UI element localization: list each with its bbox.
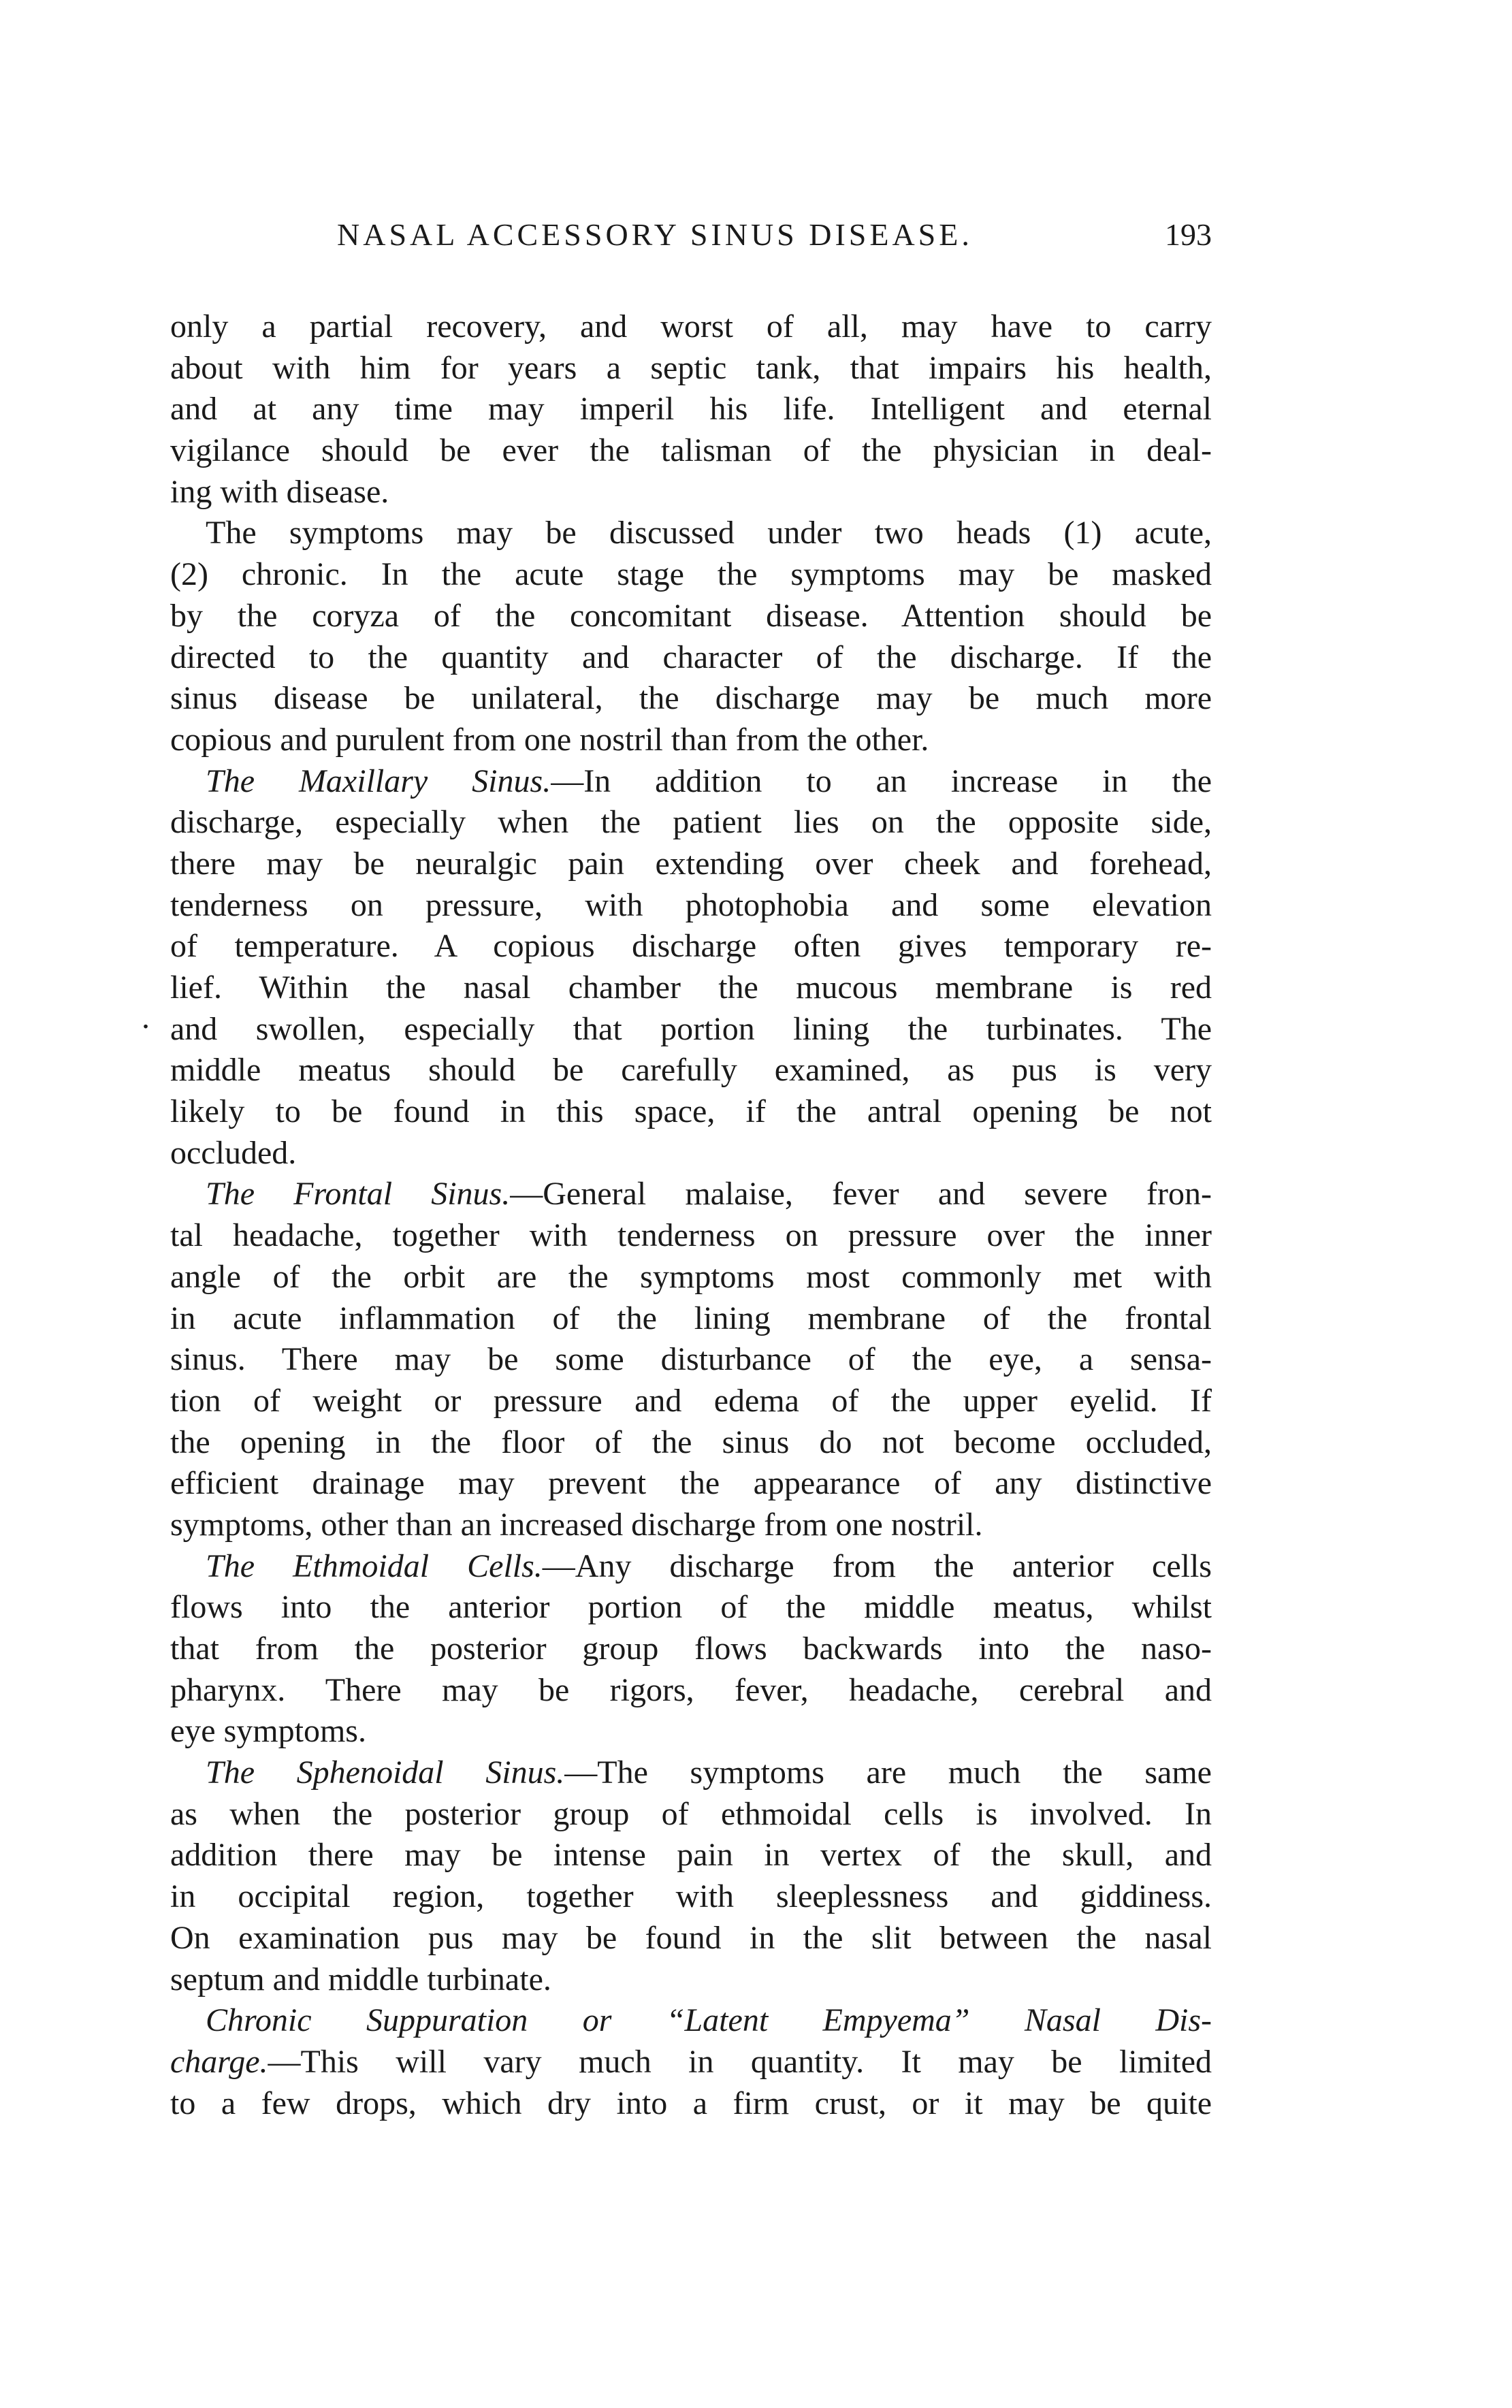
text-line: (2) chronic. In the acute stage the symptoms may be masked [170,556,1212,593]
section-heading-line: The Frontal Sinus.—General malaise, fever and severe fron- [206,1176,1212,1213]
text-line: about with him for years a septic tank, that impairs his health, [170,349,1212,386]
section-heading-line: charge.—This will vary much in quantity. It may be limited [170,2043,1212,2080]
text-line: in occipital region, together with sleeplessness and giddiness. [170,1878,1212,1915]
text-line: and at any time may imperil his life. Intelligent and eternal [170,391,1212,428]
text-line: vigilance should be ever the talisman of the physician in deal- [170,432,1212,469]
text-line: sinus disease be unilateral, the discharge may be much more [170,680,1212,717]
text-line: The symptoms may be discussed under two heads (1) acute, [206,515,1212,551]
text-line: and swollen, especially that portion lining the turbinates. The [170,1010,1212,1047]
text-line: by the coryza of the concomitant disease. Attention should be [170,597,1212,634]
text-line: septum and middle turbinate. [170,1961,551,1997]
section-heading-line: The Maxillary Sinus.—In addition to an increase in the [206,762,1212,799]
section-heading: The Sphenoidal Sinus. [206,1754,565,1791]
text-line: the opening in the floor of the sinus do not become occluded, [170,1424,1212,1460]
section-heading: The Maxillary Sinus. [206,762,551,799]
text-line: tal headache, together with tenderness on pressure over the inner [170,1217,1212,1254]
running-head [170,216,1212,271]
text-line: occluded. [170,1134,297,1171]
text-line: tion of weight or pressure and edema of the upper eyelid. If [170,1382,1212,1419]
text-line: symptoms, other than an increased discharge from one nostril. [170,1506,983,1543]
section-heading: charge. [170,2043,268,2080]
text-line: there may be neuralgic pain extending over cheek and forehead, [170,845,1212,882]
text-line: to a few drops, which dry into a firm crust, or it may be quite [170,2085,1212,2121]
body-text [170,306,1212,2124]
section-heading: Chronic Suppuration or “Latent Empyema” Nasal Dis- [206,2002,1212,2039]
section-heading: The Ethmoidal Cells. [206,1547,543,1584]
text-line: tenderness on pressure, with photophobia and some elevation [170,886,1212,923]
margin-mark: . [142,999,150,1036]
section-heading-line [170,2000,1212,2042]
text-line: directed to the quantity and character of the discharge. If the [170,639,1212,675]
page-number: 193 [1165,217,1212,252]
section-heading-line: The Sphenoidal Sinus.—The symptoms are much the same [206,1754,1212,1791]
text-line: middle meatus should be carefully examined, as pus is very [170,1052,1212,1089]
text-line: of temperature. A copious discharge often gives temporary re- [170,928,1212,965]
text-line: sinus. There may be some disturbance of the eye, a sensa- [170,1341,1212,1378]
text-line: pharynx. There may be rigors, fever, headache, cerebral and [170,1671,1212,1708]
text-line: eye symptoms. [170,1713,366,1750]
text-line: discharge, especially when the patient lies on the opposite side, [170,804,1212,841]
text-line: lief. Within the nasal chamber the mucous membrane is red [170,969,1212,1006]
section-heading-line: The Ethmoidal Cells.—Any discharge from the anterior cells [206,1547,1212,1584]
text-line: in acute inflammation of the lining membrane of the frontal [170,1300,1212,1336]
text-line: likely to be found in this space, if the antral opening be not [170,1093,1212,1130]
text-line: efficient drainage may prevent the appearance of any distinctive [170,1465,1212,1502]
text-line: ing with disease. [170,473,389,510]
text-line: as when the posterior group of ethmoidal cells is involved. In [170,1795,1212,1832]
running-title: NASAL ACCESSORY SINUS DISEASE. [337,217,973,252]
section-heading: The Frontal Sinus. [206,1176,511,1213]
text-line: that from the posterior group flows backwards into the naso- [170,1631,1212,1667]
text-line: On examination pus may be found in the slit between the nasal [170,1919,1212,1956]
text-line: angle of the orbit are the symptoms most commonly met with [170,1258,1212,1295]
text-line: only a partial recovery, and worst of all, may have to carry [170,308,1212,344]
text-line: flows into the anterior portion of the middle meatus, whilst [170,1589,1212,1626]
text-line: addition there may be intense pain in vertex of the skull, and [170,1837,1212,1874]
text-line: copious and purulent from one nostril than from the other. [170,721,929,758]
